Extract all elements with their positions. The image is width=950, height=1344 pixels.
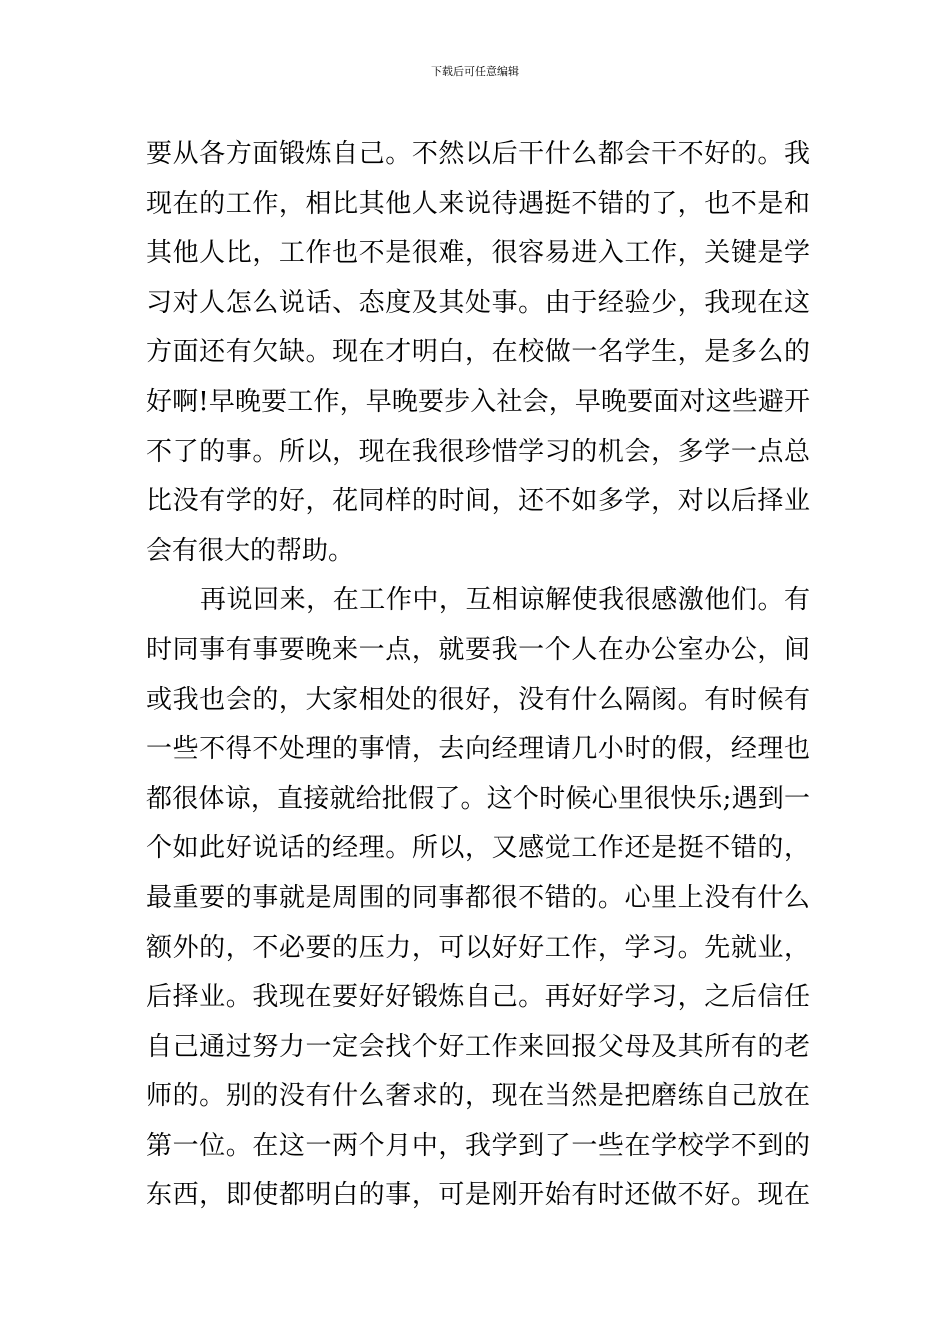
text-line: 不了的事。所以，现在我很珍惜学习的机会，多学一点总 xyxy=(146,436,810,467)
text-line: 都很体谅，直接就给批假了。这个时候心里很快乐;遇到一 xyxy=(146,783,810,814)
text-line: 或我也会的，大家相处的很好，没有什么隔阂。有时候有 xyxy=(146,684,810,715)
text-line: 其他人比，工作也不是很难，很容易进入工作，关键是学 xyxy=(146,238,810,269)
text-line: 后择业。我现在要好好锻炼自己。再好好学习，之后信任 xyxy=(146,982,810,1013)
paragraph-start-line: 再说回来，在工作中，互相谅解使我很感激他们。有 xyxy=(200,585,810,616)
text-line: 自己通过努力一定会找个好工作来回报父母及其所有的老 xyxy=(146,1031,810,1062)
text-line: 习对人怎么说话、态度及其处事。由于经验少，我现在这 xyxy=(146,287,810,318)
text-line: 第一位。在这一两个月中，我学到了一些在学校学不到的 xyxy=(146,1130,810,1161)
text-line: 要从各方面锻炼自己。不然以后干什么都会干不好的。我 xyxy=(146,139,810,169)
text-line: 额外的，不必要的压力，可以好好工作，学习。先就业， xyxy=(146,932,810,963)
text-line: 方面还有欠缺。现在才明白，在校做一名学生，是多么的 xyxy=(146,337,810,368)
text-line: 会有很大的帮助。 xyxy=(146,535,355,566)
text-line: 一些不得不处理的事情，去向经理请几小时的假，经理也 xyxy=(146,734,810,765)
page-header: 下载后可任意编辑 xyxy=(431,65,519,78)
text-line: 个如此好说话的经理。所以，又感觉工作还是挺不错的， xyxy=(146,833,810,864)
body-text xyxy=(146,130,810,1221)
text-line: 时同事有事要晚来一点，就要我一个人在办公室办公，间 xyxy=(146,634,810,665)
text-line: 东西，即使都明白的事，可是刚开始有时还做不好。现在 xyxy=(146,1180,810,1211)
text-line: 师的。别的没有什么奢求的，现在当然是把磨练自己放在 xyxy=(146,1081,810,1112)
text-line: 最重要的事就是周围的同事都很不错的。心里上没有什么 xyxy=(146,882,810,913)
text-line: 好啊!早晚要工作，早晚要步入社会，早晚要面对这些避开 xyxy=(146,386,810,417)
text-line: 比没有学的好，花同样的时间，还不如多学，对以后择业 xyxy=(146,486,810,517)
text-line: 现在的工作，相比其他人来说待遇挺不错的了，也不是和 xyxy=(146,188,810,219)
